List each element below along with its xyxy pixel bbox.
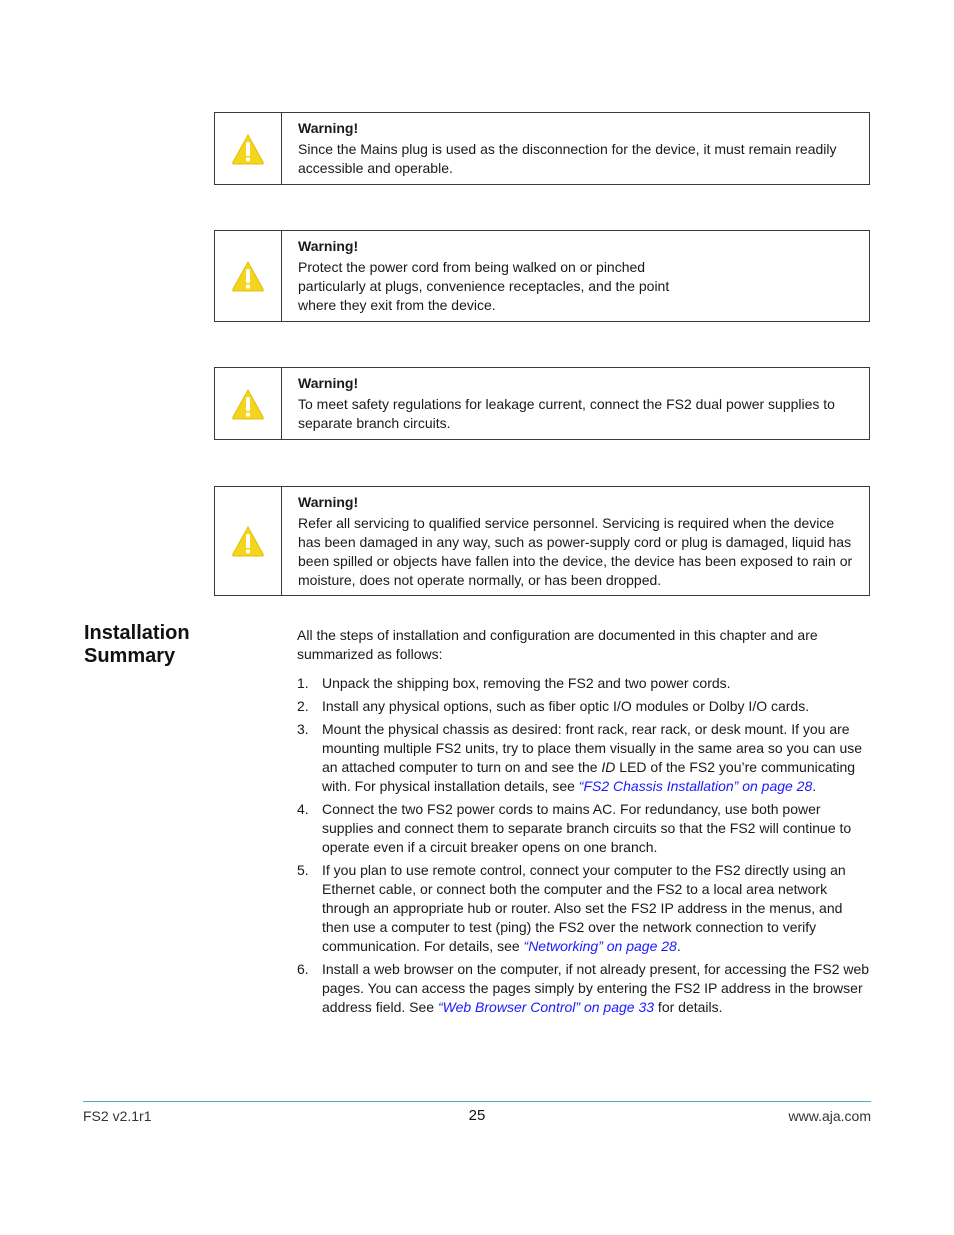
step-text-part: .: [676, 938, 681, 954]
warning-title: Warning!: [298, 375, 359, 391]
warning-title: Warning!: [298, 494, 359, 510]
step-number: 1.: [297, 675, 309, 691]
step-text: Connect the two FS2 power cords to mains AC. For redundancy, use both power supplies and connect them to separate branch circuits so that the FS2 will continue to operate even if a circuit breaker opens on one branch.: [322, 801, 852, 855]
footer-website: www.aja.com: [788, 1108, 871, 1124]
step-text-part: If you plan to use remote control, connect your computer to the FS2 directly using an Ethernet cable, or connect both the computer and the FS2 to a local area network through an appropriate hub or router. Also set the FS2 IP address in the menus, and then use a computer to test (ping) the FS2 over the network connection to verify communication. For details, see: [322, 862, 846, 954]
warning-box-4: [214, 486, 870, 596]
step-number: 6.: [297, 961, 309, 977]
warning-box-2: [214, 230, 870, 322]
warning-text: Protect the power cord from being walked on or pinched particularly at plugs, convenience receptacles, and the point where they exit from the device.: [298, 259, 670, 313]
warning-text: To meet safety regulations for leakage current, connect the FS2 dual power supplies to separate branch circuits.: [298, 396, 835, 431]
warning-icon-cell: [215, 487, 282, 595]
list-item: [297, 720, 871, 796]
step-text: [322, 720, 871, 796]
warning-box-3: [214, 367, 870, 440]
warning-box-1: [214, 112, 870, 185]
step-number: 4.: [297, 801, 309, 817]
footer-divider: [83, 1101, 871, 1102]
section-heading: Installation Summary: [84, 622, 190, 667]
warning-text: Refer all servicing to qualified service personnel. Servicing is required when the device has been damaged in any way, such as power-supply cord or plug is damaged, liquid has been spilled or objects have fallen into the device, the device has been exposed to rain or moisture, does not operate normally, or has been dropped.: [298, 515, 853, 588]
warning-title: Warning!: [298, 120, 359, 136]
step-text: Unpack the shipping box, removing the FS2 and two power cords.: [322, 675, 731, 691]
warning-text: Since the Mains plug is used as the disconnection for the device, it must remain readily accessible and operable.: [298, 141, 837, 176]
installation-steps-list: [297, 674, 871, 1021]
step-number: 2.: [297, 698, 309, 714]
networking-link[interactable]: “Networking” on page 28: [523, 938, 677, 954]
step-text-part: Install a web browser on the computer, if not already present, for accessing the FS2 web pages. You can access the pages simply by entering the FS2 IP address in the browser address field. See: [322, 961, 870, 1015]
step-text-part: LED of the FS2 you’re communicating with. For physical installation details, see: [322, 759, 856, 794]
warning-title: Warning!: [298, 238, 359, 254]
warning-icon: [231, 388, 265, 420]
section-intro: All the steps of installation and configuration are documented in this chapter and are summarized as follows:: [297, 627, 818, 662]
warning-icon: [231, 133, 265, 165]
step-text-part: Mount the physical chassis as desired: front rack, rear rack, or desk mount. If you are mounting multiple FS2 units, try to place them visually in the same area so you can use an attached computer to turn on and see the: [322, 721, 863, 775]
step-text-part: for details.: [654, 999, 723, 1015]
step-number: 5.: [297, 862, 309, 878]
list-item: [297, 674, 871, 693]
id-led-term: ID: [601, 759, 616, 775]
footer-doc-version: FS2 v2.1r1: [83, 1108, 152, 1124]
step-text: [322, 960, 871, 1017]
warning-icon-cell: [215, 368, 282, 439]
web-browser-control-link[interactable]: “Web Browser Control” on page 33: [437, 999, 655, 1015]
chassis-installation-link[interactable]: “FS2 Chassis Installation” on page 28: [578, 778, 813, 794]
warning-icon: [231, 525, 265, 557]
warning-icon-cell: [215, 231, 282, 321]
list-item: [297, 960, 871, 1017]
step-text: Install any physical options, such as fiber optic I/O modules or Dolby I/O cards.: [322, 698, 810, 714]
step-text: [322, 861, 871, 956]
warning-icon-cell: [215, 113, 282, 184]
step-number: 3.: [297, 721, 309, 737]
list-item: [297, 800, 871, 857]
list-item: [297, 861, 871, 956]
list-item: [297, 697, 871, 716]
page-number: 25: [468, 1107, 486, 1124]
step-text-part: .: [812, 778, 817, 794]
warning-icon: [231, 260, 265, 292]
